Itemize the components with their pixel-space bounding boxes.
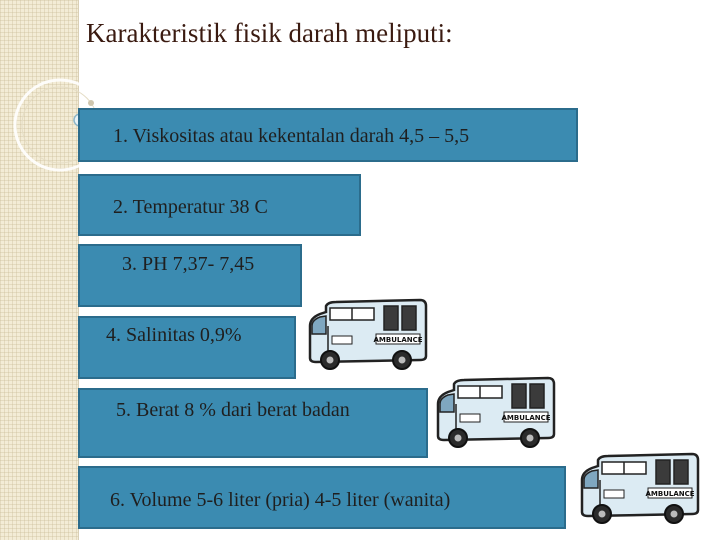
slide-title: Karakteristik fisik darah meliputi:	[86, 18, 453, 48]
item-text: 2. Temperatur 38 C	[113, 196, 268, 218]
item-text: 1. Viskositas atau kekentalan darah 4,5 – 5,5	[113, 125, 470, 147]
item-box-temperatur	[78, 174, 361, 236]
ambulance-icon	[302, 296, 432, 376]
item-text: 5. Berat 8 % dari berat badan	[116, 399, 350, 421]
item-box-ph	[78, 244, 302, 307]
item-box-volume	[78, 466, 566, 529]
side-pattern-strip	[0, 0, 78, 540]
item-text: 4. Salinitas 0,9%	[106, 324, 242, 346]
ambulance-icon	[430, 374, 560, 454]
ambulance-label: AMBULANCE	[501, 414, 551, 422]
item-box-salinitas	[78, 316, 296, 379]
ambulance-icon	[574, 450, 704, 530]
item-box-viskositas	[78, 108, 578, 162]
ambulance-label: AMBULANCE	[373, 336, 423, 344]
ambulance-label: AMBULANCE	[645, 490, 695, 498]
bullet-dot	[88, 100, 94, 106]
item-text: 3. PH 7,37- 7,45	[122, 253, 255, 275]
item-box-berat	[78, 388, 428, 458]
item-text: 6. Volume 5-6 liter (pria) 4-5 liter (wanita)	[110, 489, 451, 511]
